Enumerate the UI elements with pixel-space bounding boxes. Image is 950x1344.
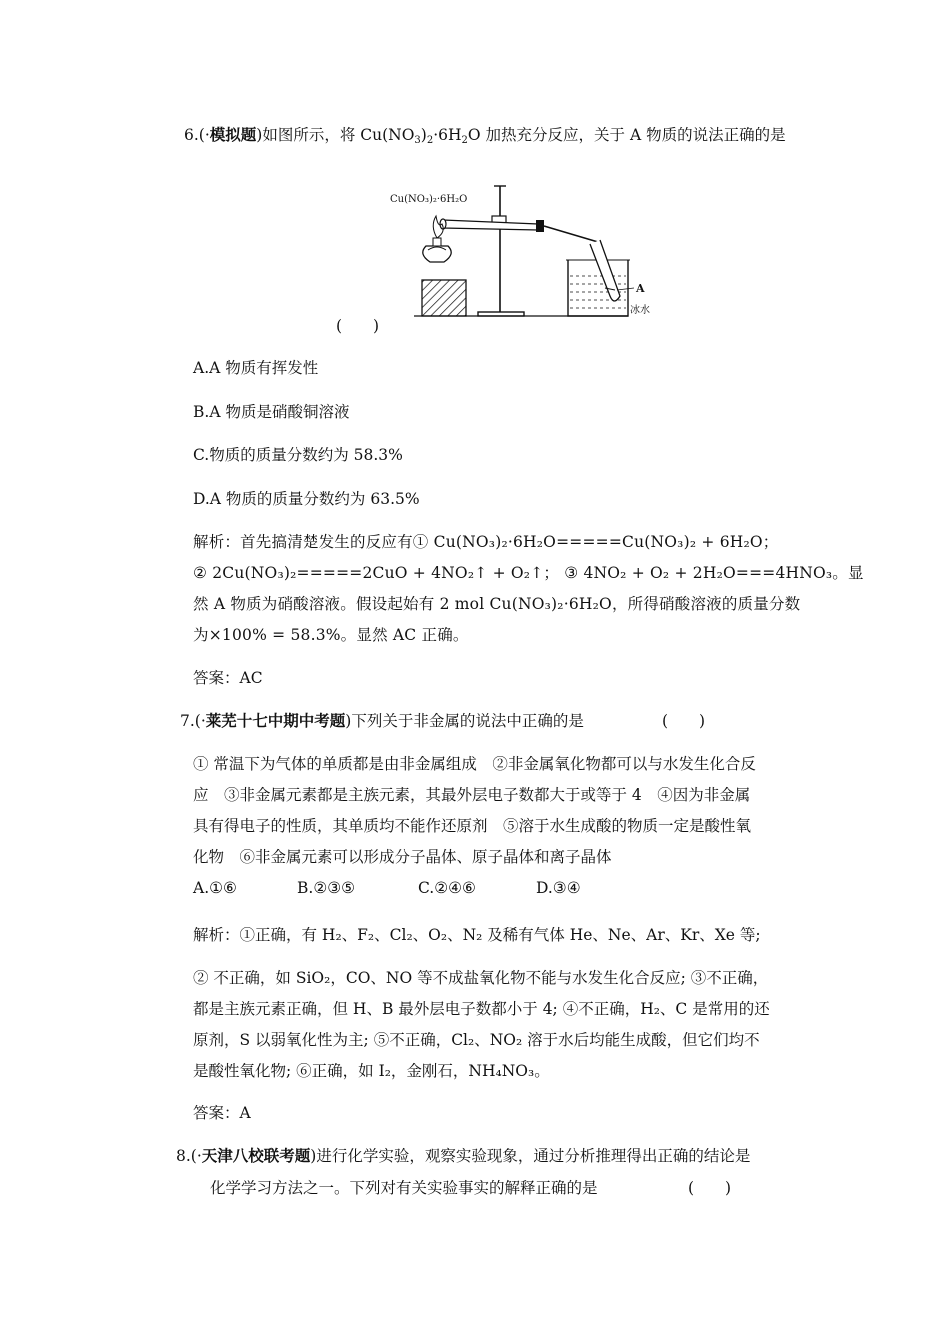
q6-option-d: D.A 物质的质量分数约为 63.5% — [193, 490, 420, 508]
q7-stem-line: 化物 ⑥非金属元素可以形成分子晶体、原子晶体和离子晶体 — [193, 848, 612, 866]
q7-option-d: D.③④ — [536, 879, 581, 897]
q6-option-a: A.A 物质有挥发性 — [193, 359, 319, 377]
figure-label-a: A — [636, 282, 645, 295]
q7-analysis-line: 都是主族元素正确，但 H、B 最外层电子数都小于 4; ④不正确，H₂、C 是常用的还 — [193, 1000, 770, 1018]
q8-heading: 8.(·天津八校联考题)进行化学实验，观察实验现象，通过分析推理得出正确的结论是 — [176, 1147, 751, 1165]
figure-label-ice-water: 冰水 — [630, 305, 650, 316]
q8-answer-paren: ( ) — [688, 1179, 732, 1197]
q7-analysis-line: 解析：①正确，有 H₂、F₂、Cl₂、O₂、N₂ 及稀有气体 He、Ne、Ar、Kr、Xe 等; — [193, 926, 761, 944]
q6-answer-paren: ( ) — [336, 317, 380, 335]
q8-heading-line2: 化学学习方法之一。下列对有关实验事实的解释正确的是 — [210, 1179, 598, 1197]
q6-analysis-line: ② 2Cu(NO₃)₂=====2CuO + 4NO₂↑ + O₂↑； ③ 4NO₂ + O₂ + 2H₂O===4HNO₃。显 — [193, 564, 864, 582]
q7-answer-paren: ( ) — [662, 712, 706, 730]
q7-stem-line: 具有得电子的性质，其单质均不能作还原剂 ⑤溶于水生成酸的物质一定是酸性氧 — [193, 817, 752, 835]
q6-option-b: B.A 物质是硝酸铜溶液 — [193, 403, 350, 421]
q6-heading: 6.(·模拟题)如图所示，将 $Cu(NO_3)_2\cdot 6H_2O$ 加热充分反应，关于 A 物质的说法正确的是 — [184, 126, 786, 146]
q7-analysis-line: 原剂，S 以弱氧化性为主; ⑤不正确，Cl₂、NO₂ 溶于水后均能生成酸，但它们均不 — [193, 1031, 760, 1049]
q6-answer: 答案：AC — [193, 669, 263, 687]
q7-option-a: A.①⑥ — [193, 879, 237, 897]
q6-option-c: C.物质的质量分数约为 58.3% — [193, 446, 403, 464]
q7-heading: 7.(·莱芜十七中期中考题)下列关于非金属的说法中正确的是 — [180, 712, 584, 730]
q7-stem-line: 应 ③非金属元素都是主族元素，其最外层电子数都大于或等于 4 ④因为非金属 — [193, 786, 751, 804]
q7-option-b: B.②③⑤ — [297, 879, 356, 897]
q6-analysis-line: 为×100% = 58.3%。显然 AC 正确。 — [193, 626, 469, 644]
q7-stem-line: ① 常温下为气体的单质都是由非金属组成 ②非金属氧化物都可以与水发生化合反 — [193, 755, 756, 773]
q7-analysis-line: ② 不正确，如 SiO₂，CO、NO 等不成盐氧化物不能与水发生化合反应; ③不正确， — [193, 969, 769, 987]
figure-formula-label: Cu(NO₃)₂·6H₂O — [390, 194, 468, 205]
q7-source-tag: 莱芜十七中期中考题 — [205, 712, 346, 730]
q8-source-tag: 天津八校联考题 — [201, 1147, 311, 1165]
q6-source-tag: 模拟题 — [209, 126, 257, 144]
q6-analysis-line: 解析：首先搞清楚发生的反应有① Cu(NO₃)₂·6H₂O=====Cu(NO₃)₂ + 6H₂O； — [193, 533, 779, 551]
q6-analysis-line: 然 A 物质为硝酸溶液。假设起始有 2 mol Cu(NO₃)₂·6H₂O，所得硝酸溶液的质量分数 — [193, 595, 801, 613]
apparatus-figure — [388, 180, 658, 322]
q7-option-c: C.②④⑥ — [418, 879, 476, 897]
q7-answer: 答案：A — [193, 1104, 251, 1122]
q7-analysis-line: 是酸性氧化物; ⑥正确，如 I₂，金刚石，NH₄NO₃。 — [193, 1062, 550, 1080]
